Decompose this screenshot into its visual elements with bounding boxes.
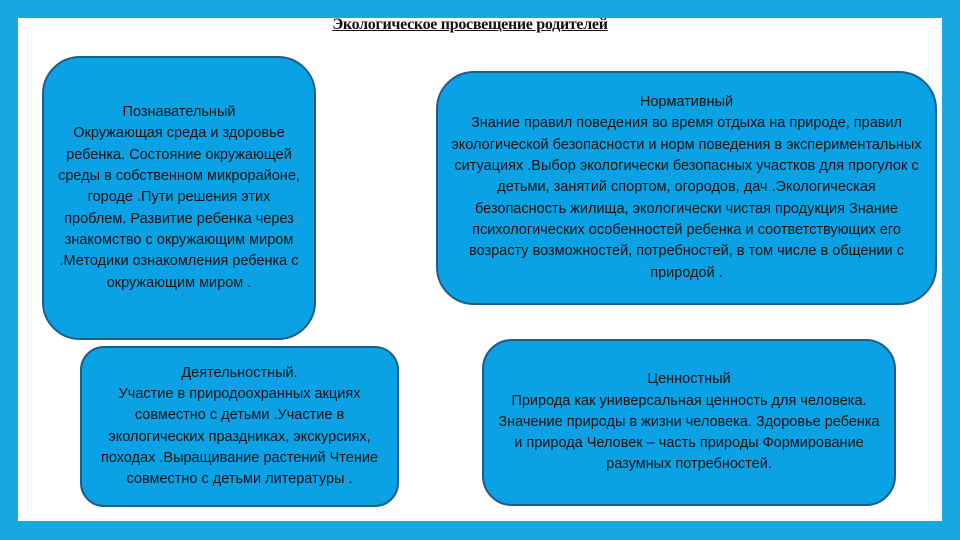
box-normative-heading: Нормативный <box>639 94 734 111</box>
box-value-heading: Ценностный <box>647 371 731 388</box>
box-activity <box>80 346 399 507</box>
slide-title: Экологическое просвещение родителей <box>332 16 608 33</box>
box-value-text: Природа как универсальная ценность для человека. Значение природы в жизни человека. Здоровье ребенка и природа Человек – часть природы Формирование разумных потребностей. <box>498 392 880 473</box>
box-normative-text: Знание правил поведения во время отдыха на природе, правил экологической безопасности и норм поведения в экспериментальных ситуациях .Выбор экологически безопасных участков для прогулок с детьми, занятий спортом, огородов, дач .Экологическая безопасность жилища, экологически чистая продукция Знание психологических особенностей ребенка и соответствующих его возрасту возможностей, потребностей, в том числе в общении с природой . <box>451 115 922 281</box>
box-activity-text: Участие в природоохранных акциях совместно с детьми .Участие в экологических праздниках, экскурсиях, походах .Выращивание растений Чтение совместно с детьми литературы . <box>100 385 378 488</box>
box-cognitive <box>42 56 316 340</box>
box-cognitive-text: Окружающая среда и здоровье ребенка. Состояние окружающей среды в собственном микрорайоне, городе .Пути решения этих проблем. Развитие ребенка через знакомство с окружающим миром .Методики ознакомления ребенка с окружающим миром . <box>58 125 300 291</box>
box-value <box>482 339 896 506</box>
box-normative <box>436 71 937 305</box>
box-cognitive-heading: Познавательный <box>122 104 236 121</box>
box-activity-heading: Деятельностный. <box>181 364 298 381</box>
